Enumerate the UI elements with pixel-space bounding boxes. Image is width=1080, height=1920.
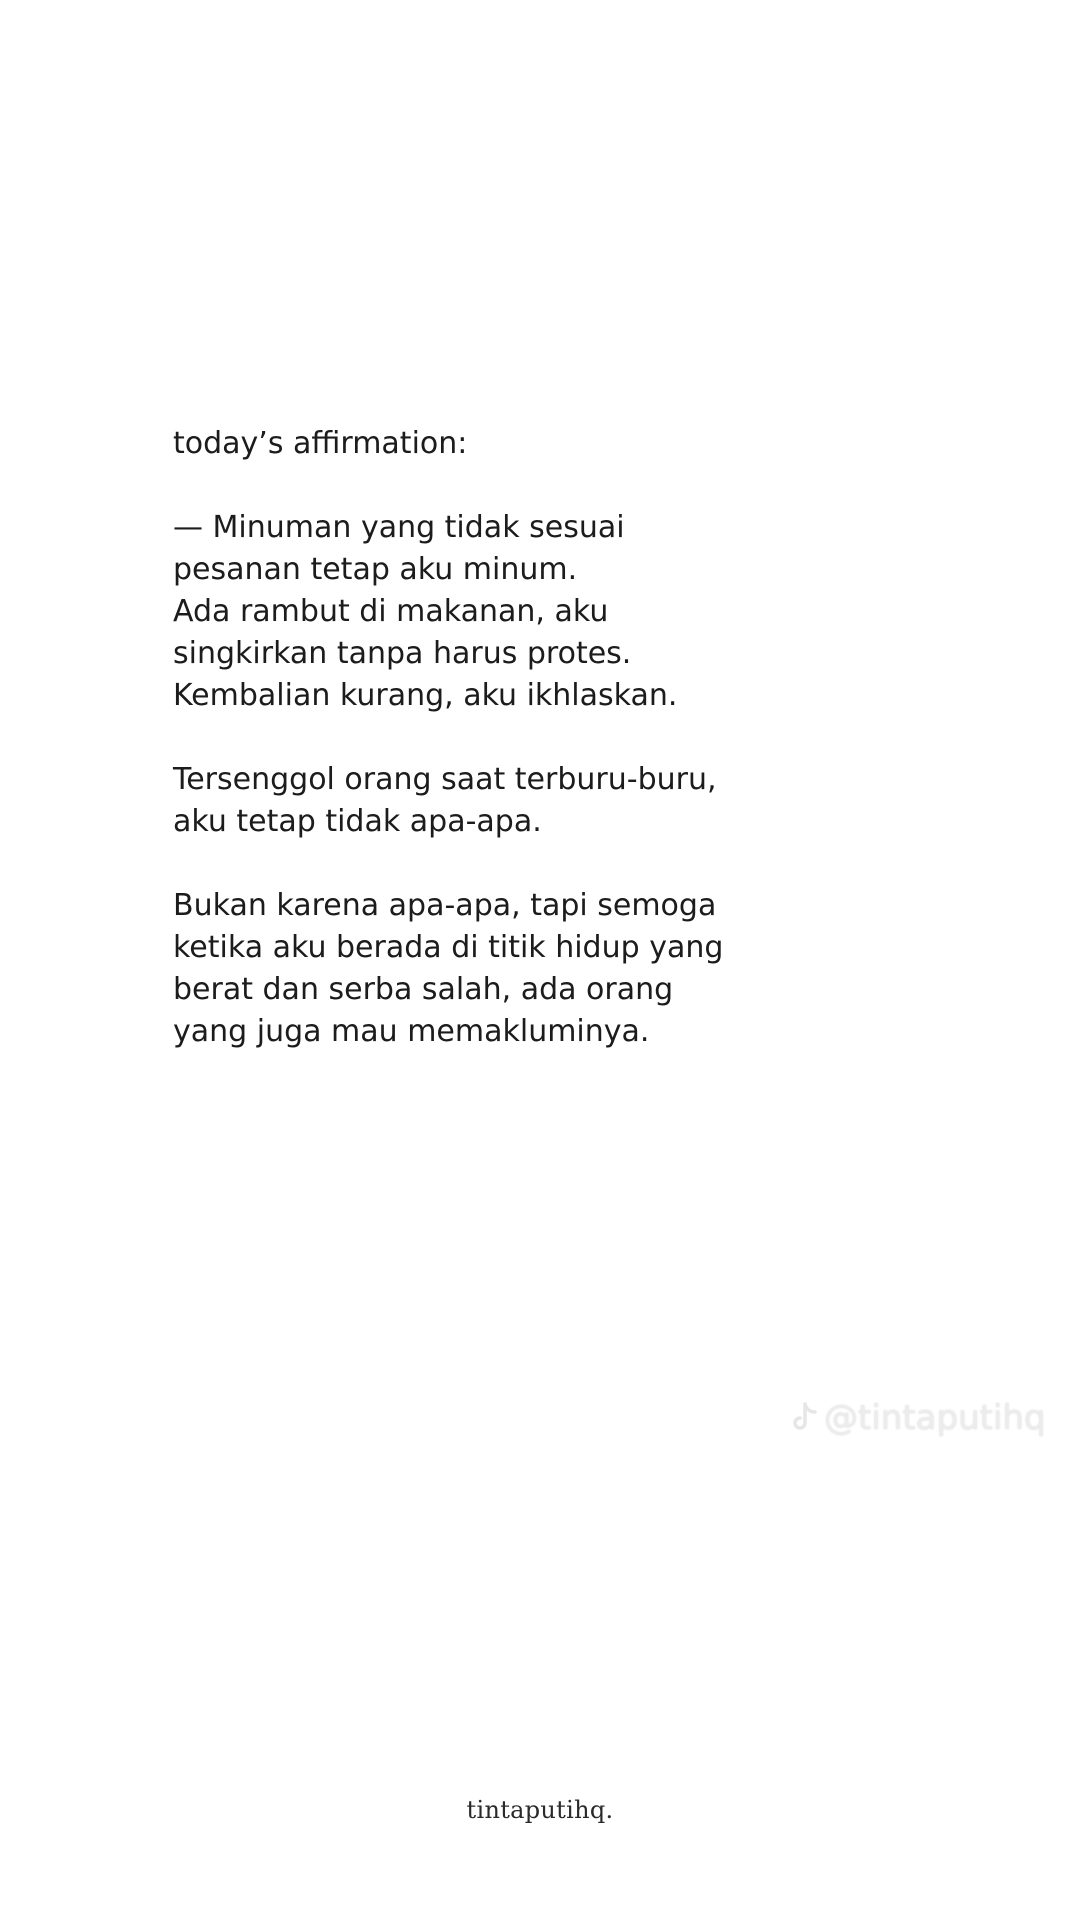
- poem-line: Tersenggol orang saat terburu-buru,: [173, 762, 717, 797]
- poem-line: — Minuman yang tidak sesuai: [173, 510, 625, 545]
- poem-line: Ada rambut di makanan, aku: [173, 594, 609, 629]
- tiktok-watermark: [790, 1398, 1046, 1438]
- poem-text: [173, 423, 933, 1053]
- stanza-gap: [173, 465, 933, 507]
- poem-heading: today’s affirmation:: [173, 426, 468, 461]
- poem-line: ketika aku berada di titik hidup yang: [173, 930, 724, 965]
- stanza-gap: [173, 843, 933, 885]
- poem-line: aku tetap tidak apa-apa.: [173, 804, 542, 839]
- poem-line: Bukan karena apa-apa, tapi semoga: [173, 888, 717, 923]
- author-signature: tintaputihq.: [466, 1796, 614, 1824]
- poem-line: yang juga mau memakluminya.: [173, 1014, 650, 1049]
- poem-line: berat dan serba salah, ada orang: [173, 972, 674, 1007]
- stanza-gap: [173, 717, 933, 759]
- tiktok-icon: [790, 1401, 818, 1435]
- watermark-handle: @tintaputihq: [824, 1398, 1046, 1438]
- poem-line: singkirkan tanpa harus protes.: [173, 636, 632, 671]
- poem-line: pesanan tetap aku minum.: [173, 552, 578, 587]
- poem-line: Kembalian kurang, aku ikhlaskan.: [173, 678, 678, 713]
